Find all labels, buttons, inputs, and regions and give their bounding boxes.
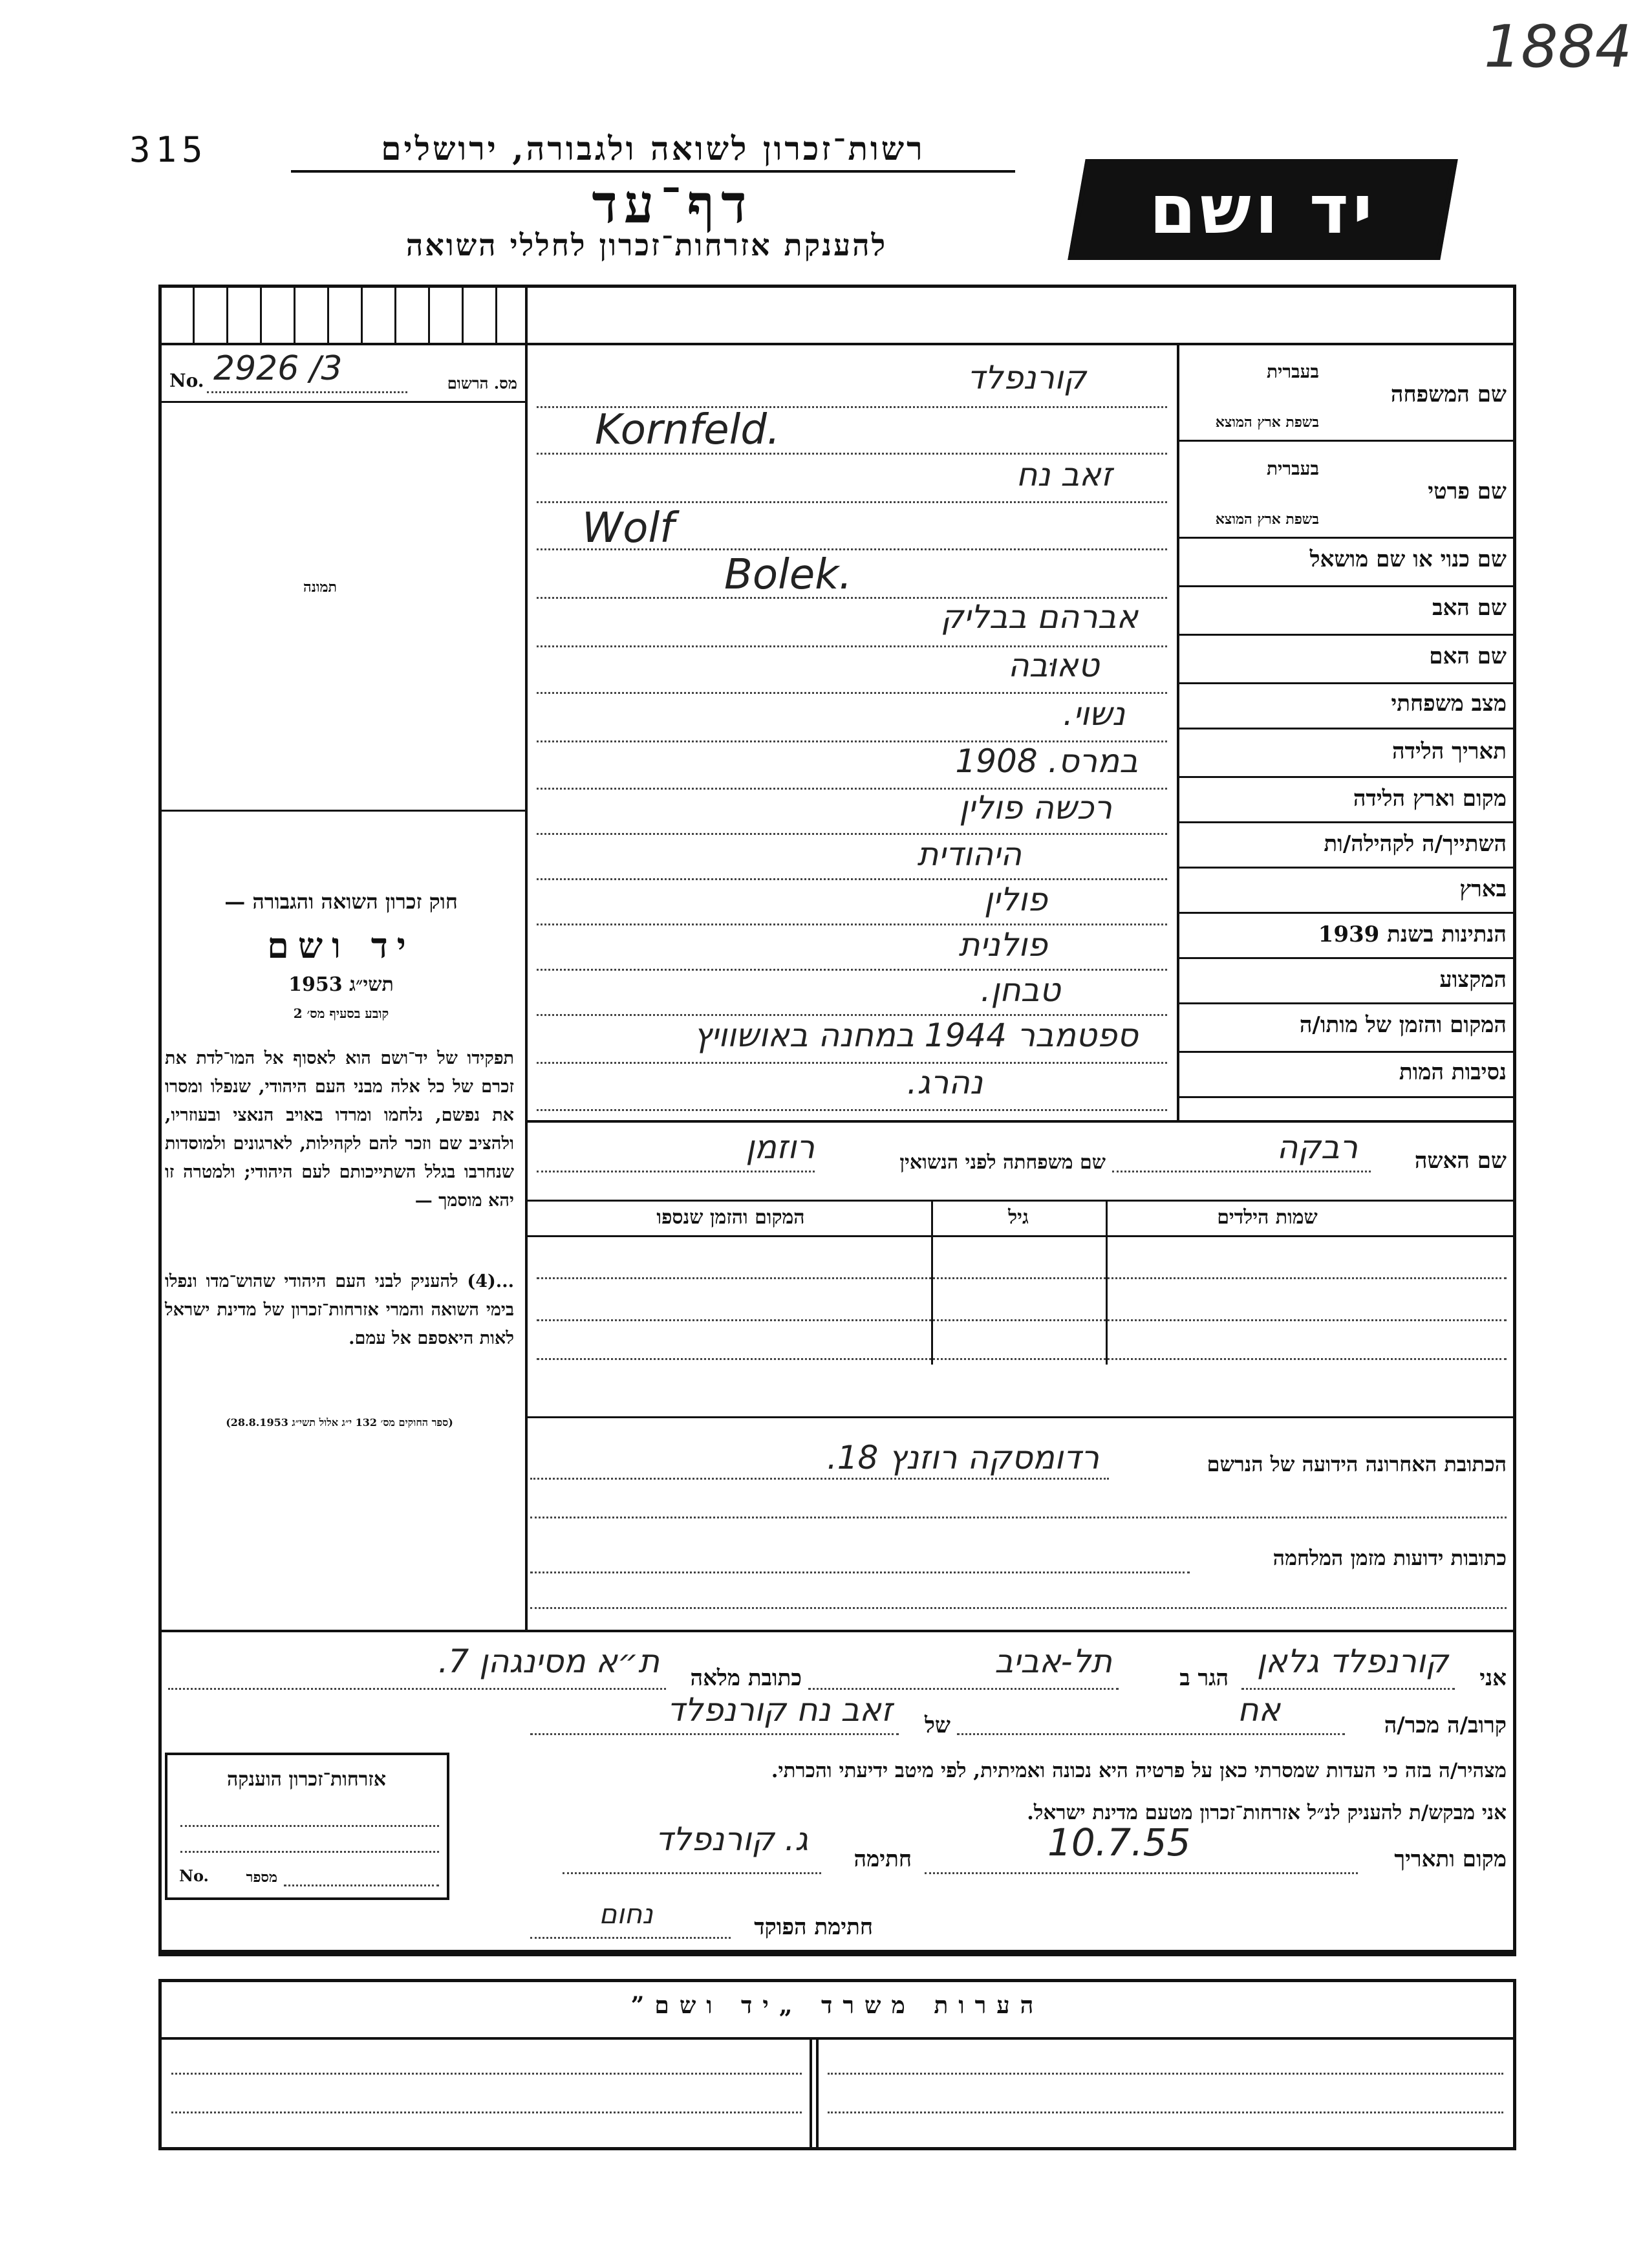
given-name-hebrew-label: בעברית — [1266, 458, 1319, 479]
surname-local-label: בשפת ארץ המוצא — [1215, 414, 1319, 431]
registration-label: מס. הרשום — [447, 374, 517, 393]
law-name: יד ושם — [267, 925, 415, 966]
death-circumstances-value[interactable]: נהרג. — [907, 1064, 983, 1101]
nationality-value[interactable]: פולנית — [958, 926, 1047, 964]
birth-date-value[interactable]: במרס. 1908 — [955, 742, 1138, 780]
notes-line[interactable] — [171, 2073, 802, 2075]
declaration-relative-value[interactable]: אח — [1237, 1691, 1280, 1729]
surname-label: שם המשפחה — [1390, 382, 1507, 407]
citizenship-number-label: מספר — [246, 1869, 277, 1886]
nationality-label: הנתינות בשנת 1939 — [1318, 922, 1507, 947]
office-notes-title: הערות משרד „יד ושם” — [630, 1992, 1044, 2019]
notes-line[interactable] — [828, 2073, 1503, 2075]
wife-maiden-value[interactable]: רוזמן — [746, 1129, 815, 1166]
table-row[interactable] — [537, 1319, 1507, 1321]
death-place-time-label: המקום והזמן של מותו/ה — [1299, 1012, 1507, 1038]
declaration-request: אני מבקש/ת להעניק לנ״ל אזרחות־זכרון מטעם מדינת ישראל. — [1027, 1801, 1507, 1824]
declaration-resides-label: הגר ב — [1179, 1665, 1229, 1691]
declaration-name-value[interactable]: קורנפלד גלאן — [1256, 1643, 1448, 1680]
citizenship-box-title: אזרחות־זכרון הוענקה — [226, 1768, 387, 1791]
table-row[interactable] — [537, 1358, 1507, 1360]
given-name-local-value[interactable]: Wolf — [582, 504, 674, 552]
birth-date-label: תאריך הלידה — [1391, 739, 1507, 764]
declaration-of-value[interactable]: זאב נח קורנפלד — [667, 1691, 892, 1729]
children-header-names: שמות הילדים — [1217, 1206, 1318, 1229]
law-title: חוק זכרון השואה והגבורה — — [224, 889, 458, 914]
law-year: תשי״ג 1953 — [288, 973, 394, 996]
page-number: 1884 — [1484, 13, 1632, 81]
law-clause: קובע בסעיף מס׳ 2 — [293, 1006, 389, 1021]
wife-value[interactable]: רבקה — [1276, 1129, 1358, 1166]
form-title: דף־עד — [592, 173, 753, 235]
place-date-label: מקום ותאריך — [1394, 1846, 1507, 1872]
country-value[interactable]: פולין — [983, 881, 1047, 918]
given-name-label: שם פרטי — [1428, 479, 1507, 504]
birth-place-value[interactable]: רכשה פולין — [959, 789, 1112, 826]
nickname-label: שם כנוי או שם מושאל — [1309, 546, 1507, 572]
notes-line[interactable] — [828, 2111, 1503, 2113]
declaration-i-label: אני — [1479, 1665, 1507, 1691]
surname-hebrew-value[interactable]: קורנפלד — [967, 359, 1086, 396]
citizenship-granted-box — [165, 1753, 449, 1900]
given-name-hebrew-value[interactable]: זאב נח — [1016, 456, 1112, 493]
birth-place-label: מקום וארץ הלידה — [1353, 786, 1507, 812]
wife-maiden-label: שם משפחתה לפני הנשואין — [899, 1151, 1106, 1174]
marital-status-label: מצב משפחתי — [1391, 691, 1507, 717]
law-text: תפקידו של יד־ושם הוא לאסוף אל המו־לדת את זכרם של כל אלה מבני העם היהודי, שנפלו ומסרו את נפשם, נלחמו ומרדו באויב הנאצי ובעוזריו, ולהציב שם וזכר להם לקהילות, לארגונים ולמוסדות שנחרבו בגלל השתייכותם לעם היהודי; ולמטרה זו יהא מוסמך — — [165, 1048, 514, 1211]
death-circumstances-label: נסיבות המות — [1399, 1059, 1507, 1085]
authority-line: רשות־זכרון לשואה ולגבורה, ירושלים — [291, 129, 1015, 173]
signature-label: חתימה — [854, 1846, 912, 1872]
declaration-resides-value[interactable]: תל-אביב — [994, 1643, 1112, 1680]
place-date-value[interactable]: 10.7.55 — [1047, 1820, 1191, 1864]
community-value[interactable]: היהודית — [917, 836, 1022, 873]
officer-signature-value[interactable]: נחום — [599, 1898, 653, 1930]
surname-hebrew-label: בעברית — [1266, 361, 1319, 382]
form-code: 315 — [129, 129, 208, 170]
law-clause-4: ...(4) להעניק לבני העם היהודי שהוש־מדו ונפלו בימי השואה והמרי אזרחות־זכרון של מדינת ישראל לאות היאספם אל עמם. — [165, 1271, 514, 1348]
declaration-statement: מצהיר/ה בזה כי העדות שמסרתי כאן על פרטיה היא נכונה ואמיתית, לפי מיטב ידיעתי והכרתי. — [771, 1759, 1507, 1782]
law-source: (ספר החוקים מס׳ 132 י״ג אלול תשי״ג 28.8.1953) — [226, 1416, 453, 1429]
signature-value[interactable]: ג. קורנפלד — [655, 1820, 808, 1858]
registration-number[interactable]: 2926 /3 — [213, 349, 343, 388]
photo-label: תמונה — [303, 579, 337, 596]
registration-no-label: No. — [169, 370, 204, 391]
death-place-time-value[interactable]: ספטמבר 1944 במחנה באושוויץ — [693, 1017, 1138, 1054]
yad-vashem-logo — [1068, 159, 1458, 260]
children-header-age: גיל — [1008, 1206, 1029, 1229]
surname-local-value[interactable]: Kornfeld. — [595, 406, 780, 454]
logo-text: יד ושם — [1149, 170, 1377, 249]
marital-status-value[interactable]: נשוי. — [1062, 695, 1125, 733]
mother-value[interactable]: טאוּבה — [1007, 647, 1099, 684]
given-name-local-label: בשפת ארץ המוצא — [1215, 511, 1319, 528]
profession-label: המקצוע — [1439, 967, 1507, 993]
form-subtitle: להענקת אזרחות־זכרון לחללי השואה — [405, 228, 888, 263]
nickname-value[interactable]: Bolek. — [724, 551, 852, 599]
declaration-relative-label: קרוב/ה מכר/ה — [1384, 1712, 1507, 1738]
last-known-address-value[interactable]: רדומסקה רוזנץ 18. — [826, 1439, 1099, 1476]
profession-value[interactable]: טבחן. — [980, 971, 1060, 1009]
declaration-full-address-value[interactable]: ת״א מסינגהן 7. — [438, 1643, 660, 1680]
community-label: השתייך/ה לקהילה/ות — [1324, 831, 1507, 857]
citizenship-no-label: No. — [179, 1866, 209, 1885]
wife-label: שם האשה — [1414, 1148, 1507, 1174]
declaration-of-label: של — [925, 1712, 950, 1738]
father-value[interactable]: אברהם בבליק — [940, 598, 1138, 636]
table-row[interactable] — [537, 1277, 1507, 1279]
notes-line[interactable] — [171, 2111, 802, 2113]
children-header-place: המקום והזמן שנספו — [656, 1206, 805, 1229]
wartime-addresses-label: כתובות ידועות מזמן המלחמה — [1272, 1546, 1507, 1570]
officer-signature-label: חתימת הפוקד — [754, 1914, 873, 1940]
last-known-address-label: הכתובת האחרונה הידועה של הנרשם — [1207, 1452, 1507, 1476]
mother-label: שם האם — [1429, 643, 1507, 669]
declaration-full-address-label: כתובת מלאה — [690, 1665, 802, 1691]
father-label: שם האב — [1432, 595, 1507, 621]
country-label: בארץ — [1459, 876, 1507, 902]
